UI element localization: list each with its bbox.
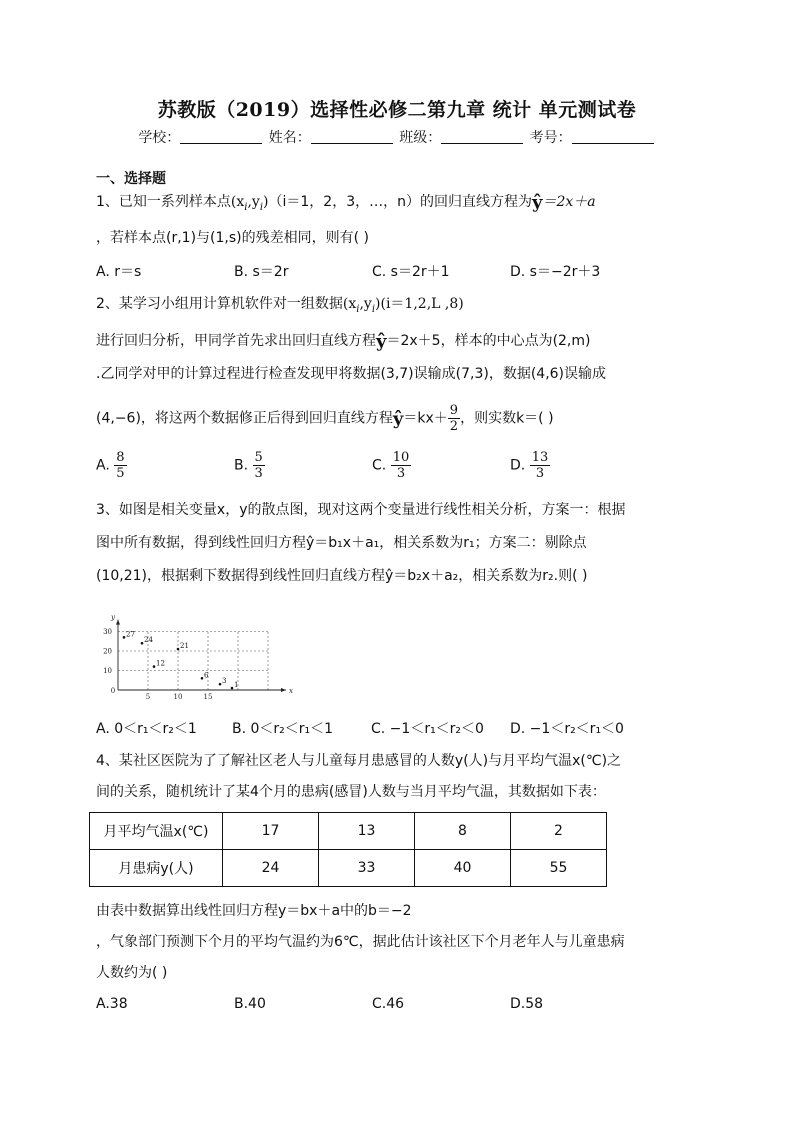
name-label: 姓名： (268, 130, 311, 146)
q1-option-c[interactable]: C. s＝2r＋1 (372, 264, 450, 280)
q2-line-3: .乙同学对甲的计算过程进行检查发现甲将数据(3,7)误输成(7,3)，数据(4,6)误输成 (96, 366, 607, 382)
student-info-line (0, 127, 794, 147)
scatter-plot (96, 598, 293, 706)
name-blank[interactable] (311, 129, 393, 144)
y-hat-symbol: ŷ (376, 331, 387, 352)
data-label: 12 (156, 659, 165, 668)
q4-line-4: ，气象部门预测下个月的平均气温约为6℃，据此估计该社区下个月老年人与儿童患病 (96, 934, 625, 950)
school-blank[interactable] (180, 129, 262, 144)
q2-option-b[interactable]: B. $\frac{5}{3}$ (234, 450, 263, 481)
q1-option-a[interactable]: A. r＝s (96, 264, 142, 280)
table-cell: 17 (223, 813, 319, 850)
q1-text-2: （i＝1，2，3，…，n）的回归直线方程为 (268, 194, 532, 210)
data-label: 21 (180, 642, 189, 651)
data-label: 3 (222, 677, 227, 686)
data-point (153, 665, 156, 668)
data-point (141, 642, 144, 645)
table-cell: 24 (223, 850, 319, 887)
q1-line-1 (96, 192, 706, 218)
school-label: 学校： (138, 130, 181, 146)
data-point (177, 648, 180, 651)
table-cell: 40 (415, 850, 511, 887)
q3-option-a[interactable]: A. 0＜r₁＜r₂＜1 (96, 721, 197, 737)
data-point (201, 677, 204, 680)
q3-option-d[interactable]: D. −1＜r₂＜r₁＜0 (510, 721, 624, 737)
data-point (123, 636, 126, 639)
q1-equation: ＝2x＋a (542, 194, 596, 210)
y-tick-label: 20 (103, 647, 112, 656)
q3-line-2: 图中所有数据，得到线性回归方程ŷ＝b₁x＋a₁，相关系数为r₁；方案二：剔除点 (96, 535, 587, 551)
q4-option-b[interactable]: B.40 (234, 996, 266, 1012)
q1-point: $(x_i,y_i)$ (230, 194, 269, 213)
q3-line-1: 3、如图是相关变量x，y的散点图，现对这两个变量进行线性相关分析，方案一：根据 (96, 502, 626, 518)
q4-line-2: 间的关系，随机统计了某4个月的患病(感冒)人数与当月平均气温，其数据如下表： (96, 784, 606, 800)
plot-axes (103, 614, 293, 701)
q4-option-d[interactable]: D.58 (510, 996, 544, 1012)
q3-option-b[interactable]: B. 0＜r₂＜r₁＜1 (232, 721, 334, 737)
table-cell: 55 (511, 850, 607, 887)
table-cell: 8 (415, 813, 511, 850)
y-axis-arrow (116, 620, 120, 625)
table-cell: 33 (319, 850, 415, 887)
q1-text: 1、已知一系列样本点 (96, 194, 231, 210)
q1-line-2: ，若样本点(r,1)与(1,s)的残差相同，则有( ) (96, 230, 369, 246)
table-header-cell: 月患病y(人) (90, 850, 223, 887)
x-tick-label: 10 (173, 693, 183, 701)
table-cell: 2 (511, 813, 607, 850)
q2-line-4: (4,−6)，将这两个数据修正后得到回归直线方程ŷ＝kx＋ $\frac{9}{2}$ ，则实数k＝( ) (96, 403, 554, 434)
q2-line-1: 2、某学习小组用计算机软件对一组数据$(x_i,y_i)(i=1,2,L$ ,8) (96, 296, 464, 315)
number-blank[interactable] (572, 129, 654, 144)
q3-line-3: (10,21)，根据剩下数据得到线性回归直线方程ŷ＝b₂x＋a₂，相关系数为r₂.则( ) (96, 568, 588, 584)
data-table (89, 812, 607, 887)
data-label: 6 (204, 671, 209, 680)
class-blank[interactable] (441, 129, 523, 144)
plot-points (123, 630, 239, 689)
q2-line-2: 进行回归分析，甲同学首先求出回归直线方程ŷ＝2x＋5，样本的中心点为(2,m) (96, 331, 591, 352)
q4-line-3: 由表中数据算出线性回归方程y＝bx＋a中的b＝−2 (96, 903, 412, 919)
plot-grid (118, 632, 268, 691)
x-axis-label: x (289, 687, 293, 695)
q1-option-d[interactable]: D. s＝−2r＋3 (510, 264, 601, 280)
q2-option-d[interactable]: D. $\frac{13}{3}$ (510, 450, 549, 481)
data-point (219, 683, 222, 686)
q2-option-a[interactable]: A. $\frac{8}{5}$ (96, 450, 125, 481)
data-label: 27 (126, 630, 135, 639)
data-label: 24 (144, 636, 153, 645)
q4-option-c[interactable]: C.46 (372, 996, 405, 1012)
y-tick-label: 10 (103, 667, 112, 675)
table-header-cell: 月平均气温x(℃) (90, 813, 223, 850)
origin-label: 0 (110, 687, 116, 695)
q3-option-c[interactable]: C. −1＜r₁＜r₂＜0 (371, 721, 484, 737)
table-row (90, 813, 607, 850)
y-hat-symbol: ŷ (532, 192, 543, 213)
q4-line-5: 人数约为( ) (96, 965, 168, 981)
q1-option-b[interactable]: B. s＝2r (234, 264, 289, 280)
y-tick-label: 30 (103, 628, 112, 636)
class-label: 班级： (399, 130, 442, 146)
section-heading: 一、选择题 (96, 171, 166, 187)
table-cell: 13 (319, 813, 415, 850)
number-label: 考号： (529, 130, 572, 146)
table-row (90, 850, 607, 887)
page-title: 苏教版（2019）选择性必修二第九章 统计 单元测试卷 (157, 99, 637, 121)
x-tick-label: 5 (145, 693, 151, 701)
q4-line-1: 4、某社区医院为了了解社区老人与儿童每月患感冒的人数y(人)与月平均气温x(℃)之 (96, 753, 622, 769)
data-point (231, 687, 234, 690)
x-axis-arrow (281, 688, 286, 692)
data-label: 1 (234, 681, 239, 690)
y-axis-label: y (111, 613, 115, 622)
x-tick-label: 15 (203, 693, 213, 701)
y-hat-symbol: ŷ (392, 408, 404, 430)
fraction-nine-halves: $\frac{9}{2}$ (449, 403, 459, 434)
q2-option-c[interactable]: C. $\frac{10}{3}$ (372, 450, 410, 481)
q4-option-a[interactable]: A.38 (96, 996, 128, 1012)
